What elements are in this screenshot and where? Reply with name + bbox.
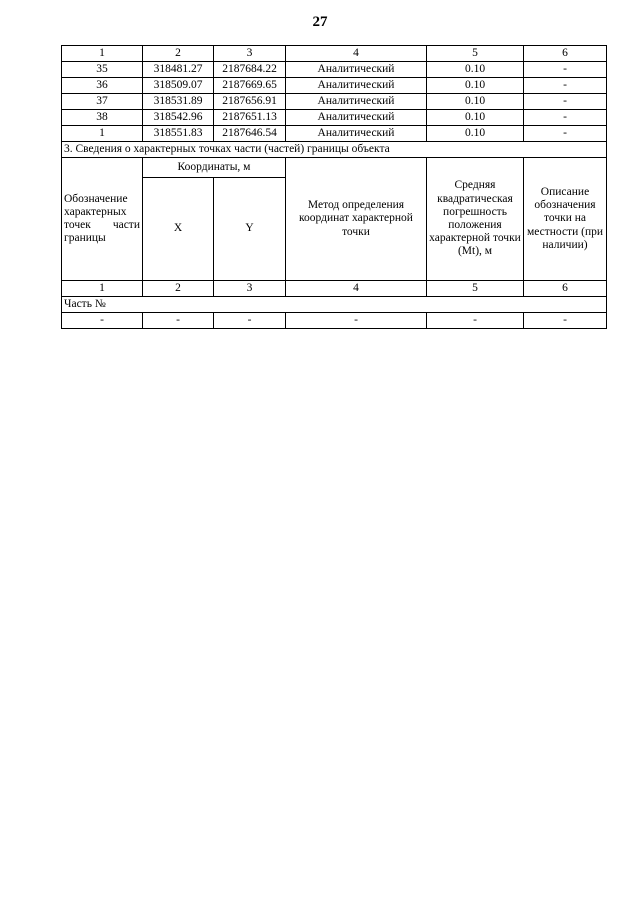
part-label-row <box>62 297 607 313</box>
method-header: Метод определения координат характерной точки <box>286 158 427 281</box>
column-number: 5 <box>427 46 524 62</box>
empty-cell: - <box>143 313 214 329</box>
table-row <box>62 313 607 329</box>
x-cell: 318531.89 <box>143 94 214 110</box>
y-cell: 2187651.13 <box>214 110 286 126</box>
column-number: 6 <box>524 281 607 297</box>
column-number: 2 <box>143 46 214 62</box>
y-cell: 2187669.65 <box>214 78 286 94</box>
y-cell: 2187684.22 <box>214 62 286 78</box>
point-cell: 35 <box>62 62 143 78</box>
x-header: X <box>143 178 214 281</box>
coordinates-table <box>61 45 607 329</box>
part-label: Часть № <box>62 297 607 313</box>
accuracy-cell: 0.10 <box>427 126 524 142</box>
y-header: Y <box>214 178 286 281</box>
column-number: 3 <box>214 46 286 62</box>
column-number: 5 <box>427 281 524 297</box>
description-cell: - <box>524 62 607 78</box>
table-row <box>62 78 607 94</box>
x-cell: 318551.83 <box>143 126 214 142</box>
method-cell: Аналитический <box>286 126 427 142</box>
description-cell: - <box>524 78 607 94</box>
empty-cell: - <box>524 313 607 329</box>
accuracy-cell: 0.10 <box>427 78 524 94</box>
point-cell: 36 <box>62 78 143 94</box>
accuracy-cell: 0.10 <box>427 62 524 78</box>
empty-cell: - <box>286 313 427 329</box>
accuracy-cell: 0.10 <box>427 94 524 110</box>
method-cell: Аналитический <box>286 78 427 94</box>
accuracy-cell: 0.10 <box>427 110 524 126</box>
column-number: 1 <box>62 281 143 297</box>
description-cell: - <box>524 94 607 110</box>
point-designation-header: Обозначение характерных точек части границы <box>62 158 143 281</box>
method-cell: Аналитический <box>286 94 427 110</box>
accuracy-header: Средняя квадратическая погрешность положения характерной точки (Mt), м <box>427 158 524 281</box>
column-number: 2 <box>143 281 214 297</box>
coordinates-header: Координаты, м <box>143 158 286 178</box>
point-cell: 37 <box>62 94 143 110</box>
table-row <box>62 62 607 78</box>
column-number: 1 <box>62 46 143 62</box>
column-number-row <box>62 281 607 297</box>
method-cell: Аналитический <box>286 110 427 126</box>
description-header: Описание обозначения точки на местности (при наличии) <box>524 158 607 281</box>
column-number: 4 <box>286 46 427 62</box>
table-row <box>62 94 607 110</box>
description-cell: - <box>524 110 607 126</box>
column-number: 4 <box>286 281 427 297</box>
section-title: 3. Сведения о характерных точках части (частей) границы объекта <box>62 142 607 158</box>
section-title-row <box>62 142 607 158</box>
table-row <box>62 110 607 126</box>
table-row <box>62 126 607 142</box>
y-cell: 2187646.54 <box>214 126 286 142</box>
x-cell: 318542.96 <box>143 110 214 126</box>
empty-cell: - <box>62 313 143 329</box>
column-number: 6 <box>524 46 607 62</box>
page-number: 27 <box>312 14 328 30</box>
header-row-top <box>62 158 607 178</box>
empty-cell: - <box>427 313 524 329</box>
x-cell: 318509.07 <box>143 78 214 94</box>
empty-cell: - <box>214 313 286 329</box>
y-cell: 2187656.91 <box>214 94 286 110</box>
point-cell: 1 <box>62 126 143 142</box>
column-number: 3 <box>214 281 286 297</box>
x-cell: 318481.27 <box>143 62 214 78</box>
description-cell: - <box>524 126 607 142</box>
method-cell: Аналитический <box>286 62 427 78</box>
point-cell: 38 <box>62 110 143 126</box>
column-number-row <box>62 46 607 62</box>
